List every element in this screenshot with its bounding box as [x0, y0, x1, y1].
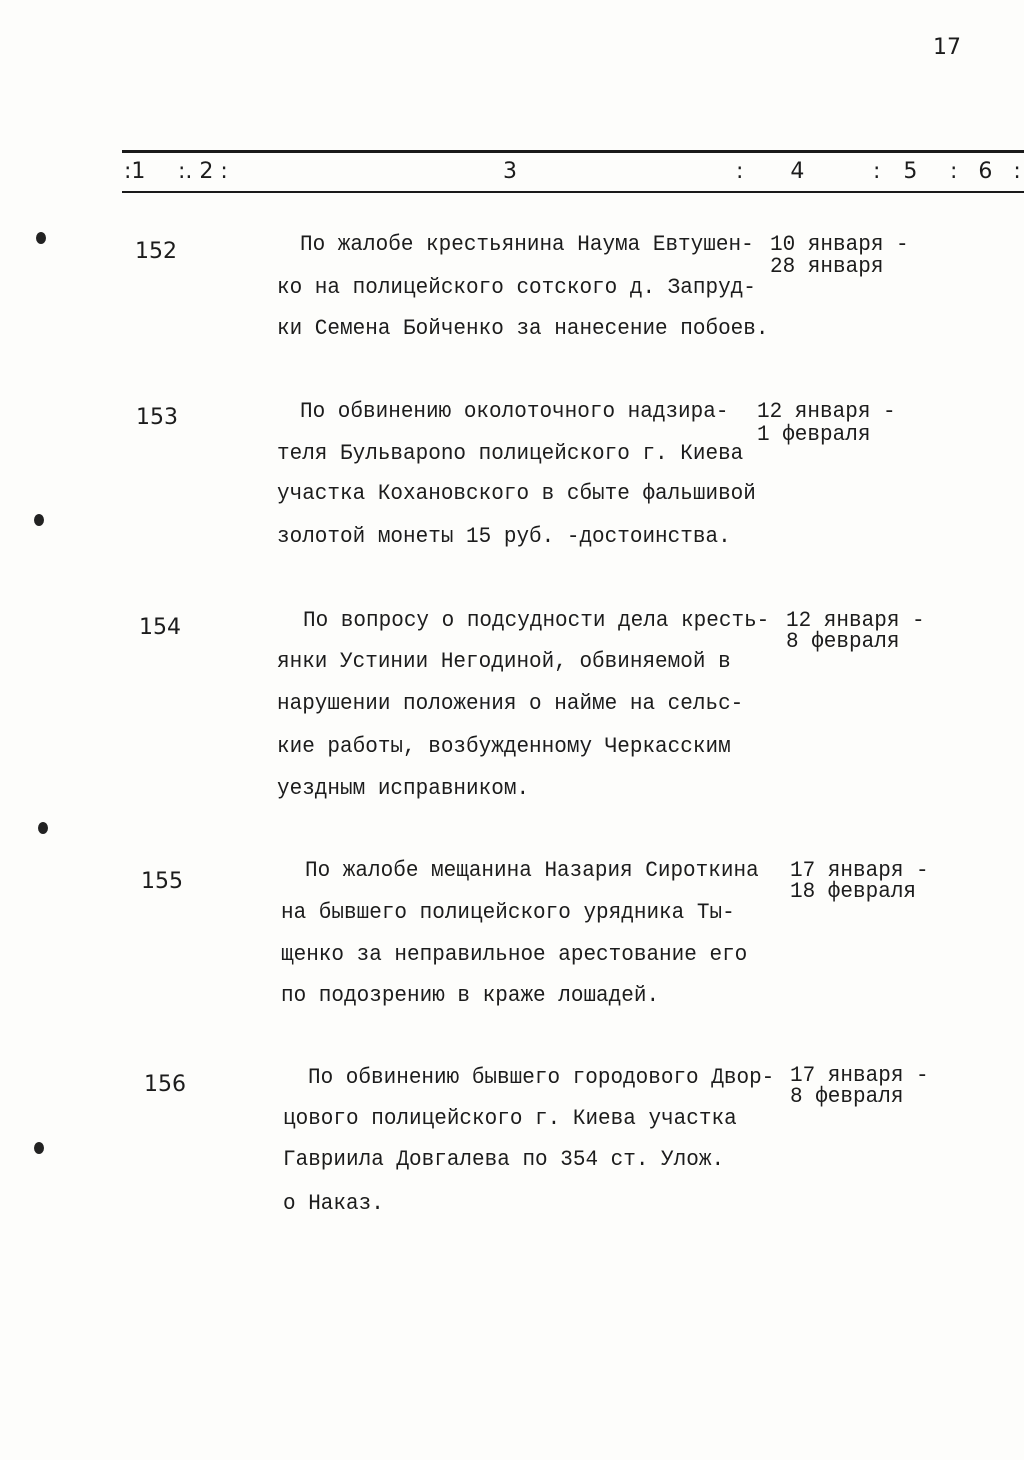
header-top-rule [122, 150, 1024, 153]
entry-text-line: уездным исправником. [277, 777, 530, 802]
date-end: 8 февраля [786, 630, 900, 655]
entry-number: 153 [136, 405, 178, 430]
date-start: 12 января - [757, 400, 896, 425]
binder-hole-mark [38, 822, 48, 834]
entry-text-line: теля Бульварono полицейского г. Киева [277, 442, 744, 467]
column-header-2: :. 2 : [178, 159, 228, 184]
entry-text-line: цового полицейского г. Киева участка [283, 1107, 737, 1132]
column-header-3: 3 [503, 159, 517, 184]
entry-text-line: участка Кохановского в сбыте фальшивой [277, 482, 756, 507]
entry-text-line: нарушении положения о найме на сельс- [277, 692, 744, 717]
entry-text-line: янки Устинии Негодиной, обвиняемой в [277, 650, 731, 675]
entry-number: 155 [141, 869, 183, 894]
entry-text-line: золотой монеты 15 руб. -достоинства. [277, 525, 731, 550]
binder-hole-mark [34, 1142, 44, 1154]
entry-text-line: щенко за неправильное арестование его [281, 943, 748, 968]
entry-text-line: Гавриила Довгалева по 354 ст. Улож. [283, 1148, 725, 1173]
page-number: 17 [933, 35, 961, 60]
date-end: 28 января [770, 255, 884, 280]
date-end: 1 февраля [757, 423, 871, 448]
header-bottom-rule [122, 191, 1024, 193]
entry-number: 152 [135, 239, 177, 264]
entry-text-line: по подозрению в краже лошадей. [281, 984, 660, 1009]
column-header-5: : 5 [873, 159, 918, 184]
entry-text-line: По обвинению околоточного надзира- [300, 400, 729, 425]
entry-text-line: По жалобе мещанина Назария Сироткина [305, 859, 759, 884]
binder-hole-mark [36, 232, 46, 244]
column-header-1: :1 [124, 159, 146, 184]
entry-number: 156 [144, 1072, 186, 1097]
entry-text-line: кие работы, возбужденному Черкасским [277, 735, 731, 760]
date-end: 8 февраля [790, 1085, 904, 1110]
entry-number: 154 [139, 615, 181, 640]
date-start: 12 января - [786, 609, 925, 634]
binder-hole-mark [34, 514, 44, 526]
entry-text-line: По обвинению бывшего городового Двор- [308, 1066, 775, 1091]
column-header-6: : 6 : [950, 159, 1021, 184]
entry-text-line: на бывшего полицейского урядника Ты- [281, 901, 735, 926]
date-start: 10 января - [770, 233, 909, 258]
entry-text-line: ки Семена Бойченко за нанесение побоев. [277, 317, 769, 342]
entry-text-line: о Наказ. [283, 1192, 384, 1217]
entry-text-line: По жалобе крестьянина Наума Евтушен- [300, 233, 754, 258]
date-start: 17 января - [790, 1064, 929, 1089]
date-start: 17 января - [790, 859, 929, 884]
column-header-4: : 4 [736, 159, 805, 184]
entry-text-line: ко на полицейского сотского д. Запруд- [277, 276, 756, 301]
entry-text-line: По вопросу о подсудности дела кресть- [303, 609, 770, 634]
date-end: 18 февраля [790, 880, 917, 905]
